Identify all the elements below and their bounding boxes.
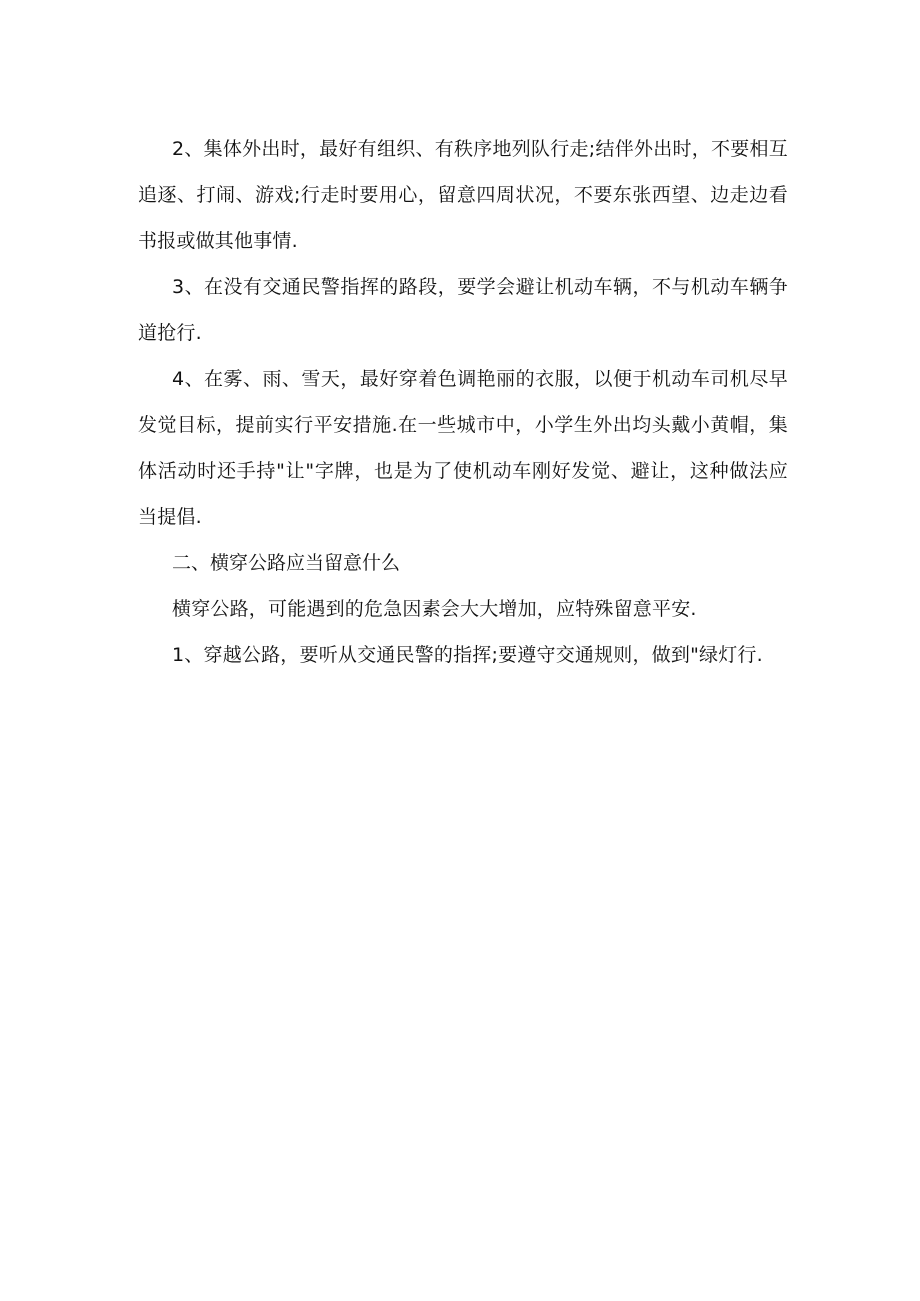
paragraph-item-4: 4、在雾、雨、雪天，最好穿着色调艳丽的衣服，以便于机动车司机尽早发觉目标，提前实行平安措施.在一些城市中，小学生外出均头戴小黄帽，集体活动时还手持"让"字牌，也是为了使机动车刚好发觉、避让，这种做法应当提倡. <box>138 368 788 528</box>
document-body <box>138 126 788 678</box>
section-heading: 二、横穿公路应当留意什么 <box>172 552 401 574</box>
section-intro: 横穿公路，可能遇到的危急因素会大大增加，应特殊留意平安. <box>172 598 697 620</box>
paragraph-item-3: 3、在没有交通民警指挥的路段，要学会避让机动车辆，不与机动车辆争道抢行. <box>138 276 788 344</box>
paragraph-item-1: 1、穿越公路，要听从交通民警的指挥;要遵守交通规则，做到"绿灯行. <box>172 644 763 666</box>
paragraph-item-2: 2、集体外出时，最好有组织、有秩序地列队行走;结伴外出时，不要相互追逐、打闹、游戏;行走时要用心，留意四周状况，不要东张西望、边走边看书报或做其他事情. <box>138 138 788 252</box>
